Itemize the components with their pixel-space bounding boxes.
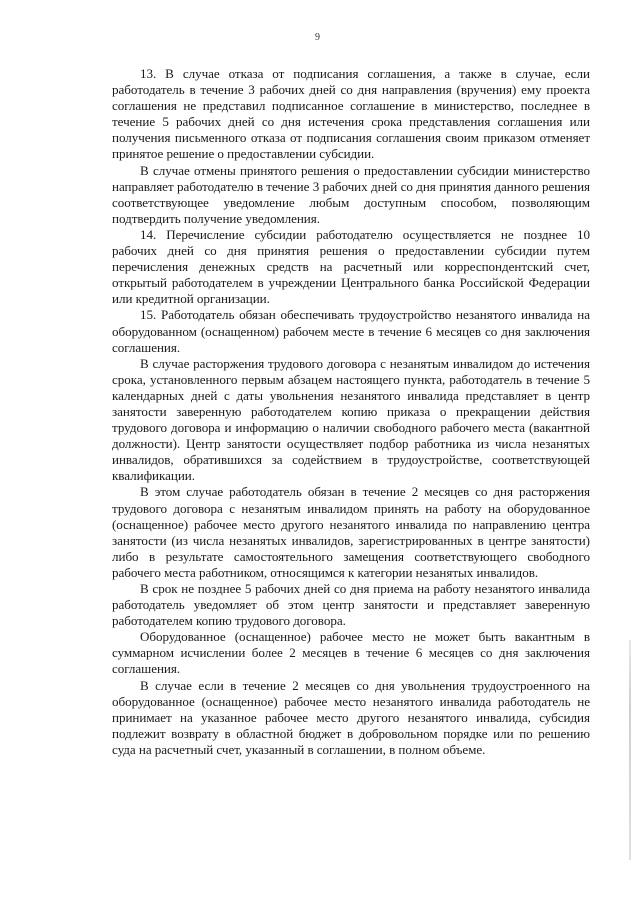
paragraph-14-transfer: 14. Перечисление субсидии работодателю осуществляется не позднее 10 рабочих дней со дня принятия решения о предоставлении субсидии путем перечисления денежных средств на расчетный или корреспондентский счет, открытый работодателем в учреждении Центрального банка Российской Федерации или кредитной организации.	[112, 226, 590, 307]
document-body	[112, 66, 590, 758]
paragraph-replacement-hiring: В этом случае работодатель обязан в течение 2 месяцев со дня расторжения трудового договора с незанятым инвалидом принять на работу на оборудованное (оснащенное) рабочее место другого незанятого инвалида по направлению центра занятости (из числа незанятых инвалидов, зарегистрированных в центре занятости) либо в результате самостоятельного замещения соответствующего свободного рабочего места работником, относящимся к категории незанятых инвалидов.	[112, 484, 590, 580]
paragraph-cancellation-notice: В случае отмены принятого решения о предоставлении субсидии министерство направляет работодателю в течение 3 рабочих дней со дня принятия данного решения соответствующее уведомление любым доступным способом, позволяющим подтвердить получение уведомления.	[112, 162, 590, 226]
paragraph-15-employment: 15. Работодатель обязан обеспечивать трудоустройство незанятого инвалида на оборудованном (оснащенном) рабочем месте в течение 6 месяцев со дня заключения соглашения.	[112, 307, 590, 355]
paragraph-13-refusal: 13. В случае отказа от подписания соглашения, а также в случае, если работодатель в течение 3 рабочих дней со дня направления (вручения) ему проекта соглашения не представил подписанное соглашение в министерство, последнее в течение 5 рабочих дней со дня истечения срока представления соглашения или получения письменного отказа от подписания соглашения своим приказом отменяет принятое решение о предоставлении субсидии.	[112, 66, 590, 162]
paragraph-subsidy-return: В случае если в течение 2 месяцев со дня увольнения трудоустроенного на оборудованное (оснащенное) рабочее место незанятого инвалида работодатель не принимает на указанное рабочее место другого незанятого инвалида, субсидия подлежит возврату в областной бюджет в добровольном порядке или по решению суда на расчетный счет, указанный в соглашении, в полном объеме.	[112, 677, 590, 757]
page-number: 9	[315, 32, 320, 43]
paragraph-vacancy-limit: Оборудованное (оснащенное) рабочее место не может быть вакантным в суммарном исчислении более 2 месяцев в течение 6 месяцев со дня заключения соглашения.	[112, 629, 590, 677]
paragraph-contract-termination: В случае расторжения трудового договора с незанятым инвалидом до истечения срока, установленного первым абзацем настоящего пункта, работодатель в течение 5 календарных дней с даты увольнения незанятого инвалида представляет в центр занятости заверенную работодателем копию приказа о прекращении действия трудового договора и информацию о наличии свободного рабочего места (вакантной должности). Центр занятости осуществляет подбор работника из числа незанятых инвалидов, обратившихся за содействием в трудоустройстве, соответствующей квалификации.	[112, 355, 590, 484]
scan-edge-shadow	[629, 640, 631, 860]
paragraph-hiring-notice: В срок не позднее 5 рабочих дней со дня приема на работу незанятого инвалида работодатель уведомляет об этом центр занятости и представляет заверенную работодателем копию трудового договора.	[112, 581, 590, 629]
